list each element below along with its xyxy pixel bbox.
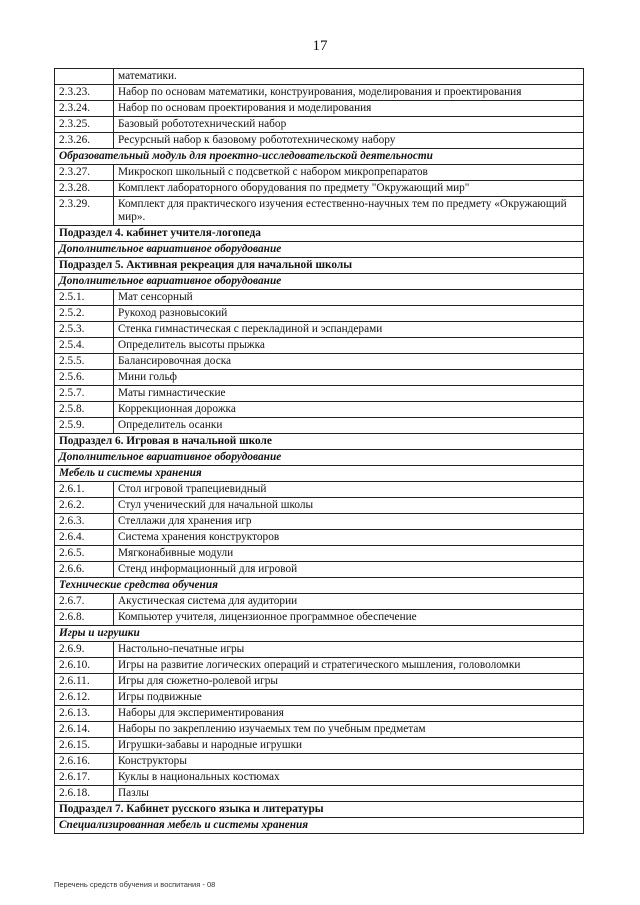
subsection-heading-row — [55, 578, 584, 594]
table-row — [55, 562, 584, 578]
subsection-heading: Дополнительное вариативное оборудование — [55, 450, 584, 466]
subsection-heading: Дополнительное вариативное оборудование — [55, 274, 584, 290]
item-number: 2.3.29. — [55, 197, 114, 226]
table-row — [55, 322, 584, 338]
item-description: Пазлы — [114, 786, 584, 802]
table-row — [55, 338, 584, 354]
table-row — [55, 386, 584, 402]
item-description: Мягконабивные модули — [114, 546, 584, 562]
item-description: Конструкторы — [114, 754, 584, 770]
table-row — [55, 402, 584, 418]
subsection-heading: Мебель и системы хранения — [55, 466, 584, 482]
item-description: Мини гольф — [114, 370, 584, 386]
item-number: 2.6.11. — [55, 674, 114, 690]
table-body — [55, 69, 584, 834]
item-description: математики. — [114, 69, 584, 85]
page-footer: Перечень средств обучения и воспитания - 08 — [54, 880, 216, 889]
table-row — [55, 354, 584, 370]
item-description: Игры на развитие логических операций и стратегического мышления, головоломки — [114, 658, 584, 674]
item-number: 2.6.14. — [55, 722, 114, 738]
item-description: Коррекционная дорожка — [114, 402, 584, 418]
section-heading: Подраздел 4. кабинет учителя-логопеда — [55, 226, 584, 242]
item-description: Наборы по закреплению изучаемых тем по учебным предметам — [114, 722, 584, 738]
item-description: Игрушки-забавы и народные игрушки — [114, 738, 584, 754]
item-description: Комплект для практического изучения естественно-научных тем по предмету «Окружающий мир». — [114, 197, 584, 226]
subsection-heading-row — [55, 818, 584, 834]
item-number: 2.3.24. — [55, 101, 114, 117]
subsection-heading: Образовательный модуль для проектно-исследовательской деятельности — [55, 149, 584, 165]
item-number: 2.6.3. — [55, 514, 114, 530]
item-description: Компьютер учителя, лицензионное программное обеспечение — [114, 610, 584, 626]
item-description: Определитель высоты прыжка — [114, 338, 584, 354]
item-description: Базовый робототехнический набор — [114, 117, 584, 133]
item-description: Акустическая система для аудитории — [114, 594, 584, 610]
table-row — [55, 133, 584, 149]
item-number: 2.6.9. — [55, 642, 114, 658]
table-row — [55, 165, 584, 181]
item-number: 2.5.1. — [55, 290, 114, 306]
item-number: 2.5.6. — [55, 370, 114, 386]
item-description: Набор по основам проектирования и моделирования — [114, 101, 584, 117]
item-description: Маты гимнастические — [114, 386, 584, 402]
subsection-heading-row — [55, 450, 584, 466]
table-row — [55, 514, 584, 530]
item-number: 2.5.9. — [55, 418, 114, 434]
subsection-heading-row — [55, 626, 584, 642]
table-row — [55, 117, 584, 133]
table-row — [55, 786, 584, 802]
item-number: 2.6.1. — [55, 482, 114, 498]
item-description: Стул ученический для начальной школы — [114, 498, 584, 514]
item-number: 2.3.23. — [55, 85, 114, 101]
table-row — [55, 181, 584, 197]
item-description: Стенд информационный для игровой — [114, 562, 584, 578]
item-number: 2.6.6. — [55, 562, 114, 578]
item-description: Рукоход разновысокий — [114, 306, 584, 322]
item-number: 2.5.2. — [55, 306, 114, 322]
table-row — [55, 498, 584, 514]
item-description: Ресурсный набор к базовому робототехническому набору — [114, 133, 584, 149]
section-heading: Подраздел 6. Игровая в начальной школе — [55, 434, 584, 450]
table-row — [55, 69, 584, 85]
section-heading: Подраздел 5. Активная рекреация для начальной школы — [55, 258, 584, 274]
item-number: 2.5.7. — [55, 386, 114, 402]
item-number: 2.5.5. — [55, 354, 114, 370]
equipment-table — [54, 68, 584, 834]
item-number: 2.5.8. — [55, 402, 114, 418]
table-row — [55, 85, 584, 101]
item-description: Мат сенсорный — [114, 290, 584, 306]
item-number: 2.6.10. — [55, 658, 114, 674]
item-number: 2.6.7. — [55, 594, 114, 610]
table-row — [55, 370, 584, 386]
item-description: Микроскоп школьный с подсветкой с набором микропрепаратов — [114, 165, 584, 181]
item-number: 2.5.3. — [55, 322, 114, 338]
subsection-heading-row — [55, 466, 584, 482]
item-number: 2.3.28. — [55, 181, 114, 197]
table-row — [55, 770, 584, 786]
item-number: 2.6.16. — [55, 754, 114, 770]
section-heading-row — [55, 434, 584, 450]
item-number — [55, 69, 114, 85]
table-row — [55, 197, 584, 226]
table-row — [55, 306, 584, 322]
item-description: Стенка гимнастическая с перекладиной и эспандерами — [114, 322, 584, 338]
item-number: 2.6.8. — [55, 610, 114, 626]
subsection-heading-row — [55, 242, 584, 258]
item-description: Определитель осанки — [114, 418, 584, 434]
table-row — [55, 690, 584, 706]
item-number: 2.5.4. — [55, 338, 114, 354]
item-number: 2.6.2. — [55, 498, 114, 514]
subsection-heading-row — [55, 274, 584, 290]
item-description: Наборы для экспериментирования — [114, 706, 584, 722]
table-row — [55, 101, 584, 117]
section-heading: Подраздел 7. Кабинет русского языка и литературы — [55, 802, 584, 818]
table-row — [55, 658, 584, 674]
item-number: 2.6.18. — [55, 786, 114, 802]
table-row — [55, 290, 584, 306]
item-description: Набор по основам математики, конструирования, моделирования и проектирования — [114, 85, 584, 101]
item-number: 2.3.26. — [55, 133, 114, 149]
item-number: 2.6.15. — [55, 738, 114, 754]
table-row — [55, 482, 584, 498]
item-number: 2.6.4. — [55, 530, 114, 546]
item-number: 2.6.5. — [55, 546, 114, 562]
item-number: 2.6.13. — [55, 706, 114, 722]
subsection-heading: Специализированная мебель и системы хранения — [55, 818, 584, 834]
section-heading-row — [55, 226, 584, 242]
item-number: 2.3.27. — [55, 165, 114, 181]
table-row — [55, 706, 584, 722]
table-row — [55, 546, 584, 562]
subsection-heading: Технические средства обучения — [55, 578, 584, 594]
item-description: Стол игровой трапециевидный — [114, 482, 584, 498]
table-row — [55, 418, 584, 434]
table-row — [55, 754, 584, 770]
item-description: Игры для сюжетно-ролевой игры — [114, 674, 584, 690]
table-row — [55, 642, 584, 658]
item-number: 2.6.17. — [55, 770, 114, 786]
item-description: Стеллажи для хранения игр — [114, 514, 584, 530]
item-number: 2.3.25. — [55, 117, 114, 133]
table-row — [55, 610, 584, 626]
table-row — [55, 594, 584, 610]
table-row — [55, 674, 584, 690]
item-number: 2.6.12. — [55, 690, 114, 706]
section-heading-row — [55, 802, 584, 818]
subsection-heading: Дополнительное вариативное оборудование — [55, 242, 584, 258]
table-row — [55, 738, 584, 754]
item-description: Комплект лабораторного оборудования по предмету "Окружающий мир" — [114, 181, 584, 197]
table-row — [55, 722, 584, 738]
page-number: 17 — [312, 38, 328, 54]
subsection-heading-row — [55, 149, 584, 165]
item-description: Балансировочная доска — [114, 354, 584, 370]
item-description: Игры подвижные — [114, 690, 584, 706]
item-description: Настольно-печатные игры — [114, 642, 584, 658]
table-row — [55, 530, 584, 546]
item-description: Система хранения конструкторов — [114, 530, 584, 546]
item-description: Куклы в национальных костюмах — [114, 770, 584, 786]
section-heading-row — [55, 258, 584, 274]
subsection-heading: Игры и игрушки — [55, 626, 584, 642]
